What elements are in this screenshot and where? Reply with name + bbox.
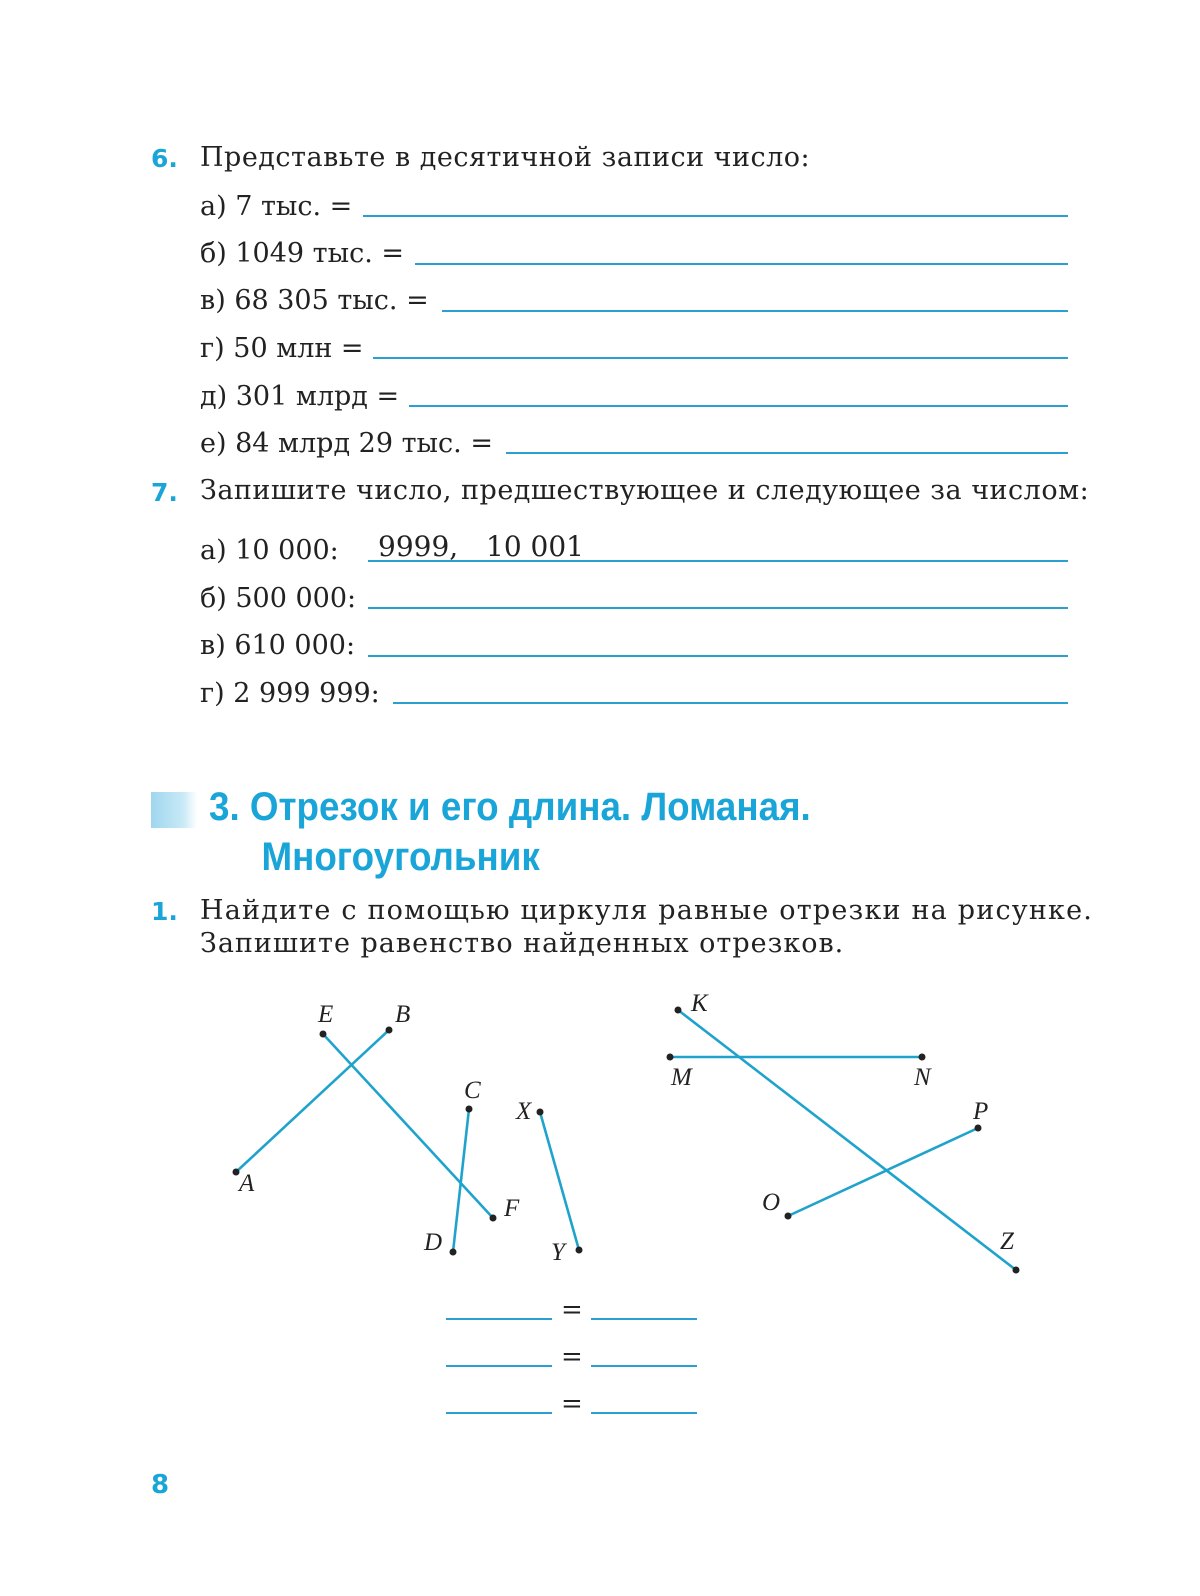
point-N [919, 1054, 926, 1061]
task-7-item-b: б) 500 000: [200, 583, 357, 614]
answer-7a-previous: 9999, [378, 530, 459, 563]
label-D: D [424, 1229, 443, 1256]
task-1-text-line-1: Найдите с помощью циркуля равные отрезки на рисунке. [200, 895, 1094, 926]
point-M [667, 1054, 674, 1061]
task-7-item-g: г) 2 999 999: [200, 678, 380, 709]
task-1-number: 1. [151, 897, 178, 926]
equality-1-left[interactable] [446, 1318, 552, 1320]
point-B [386, 1027, 393, 1034]
page-number: 8 [151, 1470, 170, 1500]
label-A: A [239, 1170, 255, 1197]
task-6-text: Представьте в десятичной записи число: [200, 142, 811, 173]
task-7-item-a: а) 10 000: [200, 535, 339, 566]
task-7-text: Запишите число, предшествующее и следующее за числом: [200, 475, 1090, 506]
label-P: P [973, 1098, 989, 1125]
point-Y [576, 1247, 583, 1254]
label-M: M [671, 1064, 692, 1091]
task-6-item-a: а) 7 тыс. = [200, 191, 353, 222]
task-6-item-b: б) 1049 тыс. = [200, 238, 405, 269]
point-C [466, 1106, 473, 1113]
segment-OP [788, 1128, 978, 1216]
label-N: N [914, 1064, 931, 1091]
equality-2-sign: = [561, 1342, 583, 1372]
task-6-number: 6. [151, 144, 178, 173]
point-X [537, 1109, 544, 1116]
point-K [675, 1007, 682, 1014]
segment-CD [453, 1109, 469, 1252]
task-6-item-v: в) 68 305 тыс. = [200, 285, 429, 316]
task-6-item-d: д) 301 млрд = [200, 381, 400, 412]
equality-3-right[interactable] [591, 1412, 697, 1414]
task-1-text-line-2: Запишите равенство найденных отрезков. [200, 928, 845, 959]
label-F: F [504, 1195, 520, 1222]
task-6-item-e: е) 84 млрд 29 тыс. = [200, 428, 493, 459]
equality-1-sign: = [561, 1295, 583, 1325]
equality-3-sign: = [561, 1389, 583, 1419]
equality-2-right[interactable] [591, 1365, 697, 1367]
label-C: C [464, 1077, 481, 1104]
task-7-item-v: в) 610 000: [200, 630, 356, 661]
label-Y: Y [551, 1239, 565, 1266]
equality-2-left[interactable] [446, 1365, 552, 1367]
answer-7a-next: 10 001 [486, 530, 584, 563]
point-Z [1013, 1267, 1020, 1274]
point-E [320, 1031, 327, 1038]
label-Z: Z [1000, 1228, 1014, 1255]
point-P [975, 1125, 982, 1132]
task-6-item-g: г) 50 млн = [200, 333, 364, 364]
segment-XY [540, 1112, 579, 1250]
point-O [785, 1213, 792, 1220]
point-F [490, 1215, 497, 1222]
section-title-line-1: 3. Отрезок и его длина. Ломаная. [209, 785, 811, 829]
segment-AB [236, 1030, 389, 1172]
label-X: X [516, 1098, 532, 1125]
label-K: K [691, 990, 708, 1017]
label-O: O [762, 1189, 781, 1216]
label-E: E [318, 1001, 334, 1028]
equality-3-left[interactable] [446, 1412, 552, 1414]
segment-KZ [678, 1010, 1016, 1270]
task-7-number: 7. [151, 478, 178, 507]
label-B: B [395, 1001, 411, 1028]
point-D [450, 1249, 457, 1256]
section-title-line-2: Многоугольник [261, 835, 540, 879]
equality-1-right[interactable] [591, 1318, 697, 1320]
